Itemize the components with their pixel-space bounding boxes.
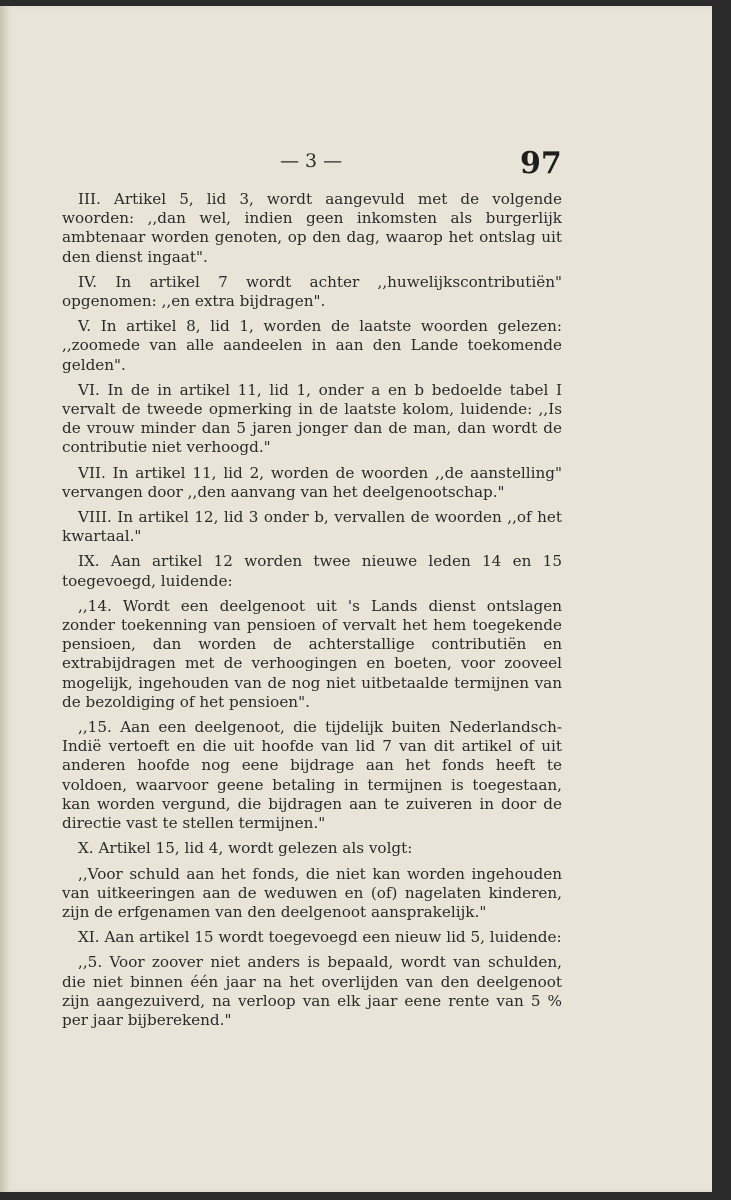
page-number: 97 <box>520 146 562 181</box>
paragraph-vi: VI. In de in artikel 11, lid 1, onder a en b bedoelde tabel I vervalt de tweede opmerking in de laatste kolom, luidende: ,,Is de vrouw minder dan 5 jaren jonger dan de man, dan wordt de contributie niet verhoogd." <box>62 380 562 457</box>
page-header <box>0 146 712 186</box>
body-text <box>62 190 562 1036</box>
paragraph-x: X. Artikel 15, lid 4, wordt gelezen als volgt: <box>78 839 413 858</box>
paragraph-ix: IX. Aan artikel 12 worden twee nieuwe leden 14 en 15 toegevoegd, luidende: <box>62 552 562 590</box>
paragraph-vii: VII. In artikel 11, lid 2, worden de woorden ,,de aanstelling" vervangen door ,,den aanvang van het deelgenootschap." <box>62 463 562 501</box>
document-page <box>0 6 712 1192</box>
paragraph-iv: IV. In artikel 7 wordt achter ,,huwelijkscontributiën" opgenomen: ,,en extra bijdragen". <box>62 272 562 311</box>
paragraph-x-quote: ,,Voor schuld aan het fonds, die niet kan worden ingehouden van uitkeeringen aan de weduwen en (of) nagelaten kinderen, zijn de erfgenamen van den deelgenoot aansprakelijk." <box>62 864 562 921</box>
paragraph-ix-15: ,,15. Aan een deelgenoot, die tijdelijk buiten Nederlandsch-Indië vertoeft en die uit hoofde van lid 7 van dit artikel of uit anderen hoofde nog eene bijdrage aan het fonds heeft te voldoen, waarvoor geene betaling in termijnen is toegestaan, kan worden vergund, die bijdragen aan te zuiveren in door de directie vast te stellen termijnen." <box>62 718 562 833</box>
paragraph-ix-14: ,,14. Wordt een deelgenoot uit 's Lands dienst ontslagen zonder toekenning van pensioen of vervalt het hem toegekende pensioen, dan worden de achterstallige contributiën en extrabijdragen met de verhoogingen en boeten, voor zooveel mogelijk, ingehouden van de nog niet uitbetaalde termijnen van de bezoldiging of het pensioen". <box>62 596 562 711</box>
paragraph-v: V. In artikel 8, lid 1, worden de laatste woorden gelezen: ,,zoomede van alle aandeelen in aan den Lande toekomende gelden". <box>62 317 562 374</box>
paragraph-viii: VIII. In artikel 12, lid 3 onder b, vervallen de woorden ,,of het kwartaal." <box>62 508 562 546</box>
paragraph-xi: XI. Aan artikel 15 wordt toegevoegd een nieuw lid 5, luidende: <box>78 928 562 947</box>
paragraph-iii: III. Artikel 5, lid 3, wordt aangevuld met de volgende woorden: ,,dan wel, indien geen inkomsten als burgerlijk ambtenaar worden genoten, op den dag, waarop het ontslag uit den dienst ingaat". <box>62 190 562 266</box>
signature-mark: — 3 — <box>280 150 343 172</box>
paragraph-xi-5: ,,5. Voor zoover niet anders is bepaald, wordt van schulden, die niet binnen één jaar na het overlijden van den deelgenoot zijn aangezuiverd, na verloop van elk jaar eene rente van 5 % per jaar bijberekend." <box>62 953 562 1029</box>
